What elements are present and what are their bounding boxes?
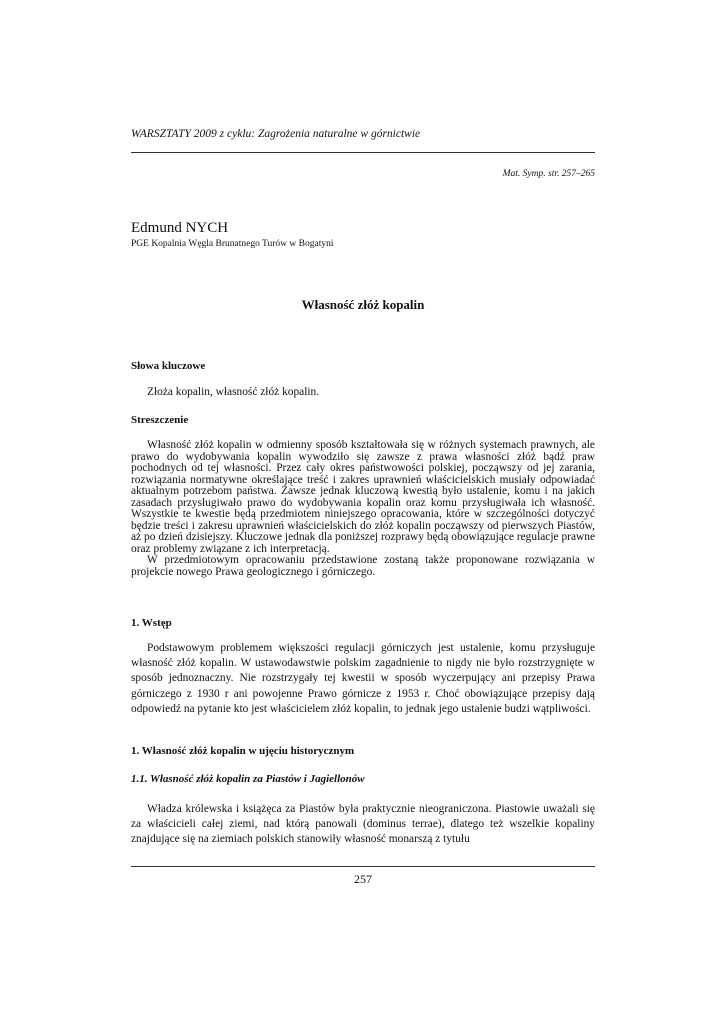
intro-paragraph: Podstawowym problemem większości regulacji górniczych jest ustalenie, komu przysługuje własność złóż kopalin. W ustawodawstwie polskim zagadnienie to nigdy nie było rozstrzygnięte w sposób jednoznaczny. Nie rozstrzygały tej kwestii w sposób wyczerpujący ani przepisy Prawa górniczego z 1930 r ani powojenne Prawo górnicze z 1953 r. Choć obowiązujące przepisy dają odpowiedź na pytanie kto jest właścicielem złóż kopalin, to jednak jego ustalenie budzi wątpliwości. [131,642,595,715]
footer-rule [131,866,595,867]
keywords-heading: Słowa kluczowe [131,360,206,372]
history-subheading: 1.1. Własność złóż kopalin za Piastów i Jagiellonów [131,773,365,785]
paper-title: Własność złóż kopalin [301,297,425,312]
abstract-paragraph-1: Własność złóż kopalin w odmienny sposób kształtowała się w różnych systemach prawnych, ale prawo do wydobywania kopalin wywodziło się zawsze z prawa własności złóż bądź praw pochodnych od tej własności. Przez cały okres państwowości polskiej, począwszy od jej zarania, rozwiązania normatywne określające treść i zakres uprawnień właścicielskich musiały odpowiadać aktualnym potrzebom państwa. Zawsze jednak kluczową kwestią było ustalenie, komu i na jakich zasadach przysługiwało prawo do wydobywania kopalin oraz komu przysługiwała ich własność. Wszystkie te kwestie będą przedmiotem niniejszego opracowania, które w szczególności dotyczyć będzie treści i zakresu uprawnień właścicielskich do złóż kopalin począwszy od pierwszych Piastów, aż po dzień dzisiejszy. Kluczowe jednak dla poniższej rozprawy będą obowiązujące regulacje prawne oraz problemy związane z ich interpretacją. [131,439,595,555]
keywords-text: Złoża kopalin, własność złóż kopalin. [147,386,320,398]
citation: Mat. Symp. str. 257–265 [502,169,595,179]
author-name: Edmund NYCH [131,220,229,236]
intro-heading: 1. Wstęp [131,617,172,629]
abstract-paragraph-2: W przedmiotowym opracowaniu przedstawione zostaną także proponowane rozwiązania w projekcie nowego Prawa geologicznego i górniczego. [131,554,595,578]
history-paragraph: Władza królewska i książęca za Piastów była praktycznie nieograniczona. Piastowie uważali się za właścicieli całej ziemi, nad którą panowali (dominus terrae), dlatego też wszelkie kopaliny znajdujące się na ziemiach polskich stanowiły własność monarszą z tytułu [131,803,595,846]
header-rule [131,152,595,153]
page-number: 257 [354,872,372,886]
abstract-heading: Streszczenie [131,414,189,426]
history-heading: 1. Własność złóż kopalin w ujęciu historycznym [131,745,355,757]
abstract-body [131,440,595,578]
running-header: WARSZTATY 2009 z cyklu: Zagrożenia naturalne w górnictwie [131,128,421,140]
author-affiliation: PGE Kopalnia Węgla Brunatnego Turów w Bogatyni [131,239,334,249]
